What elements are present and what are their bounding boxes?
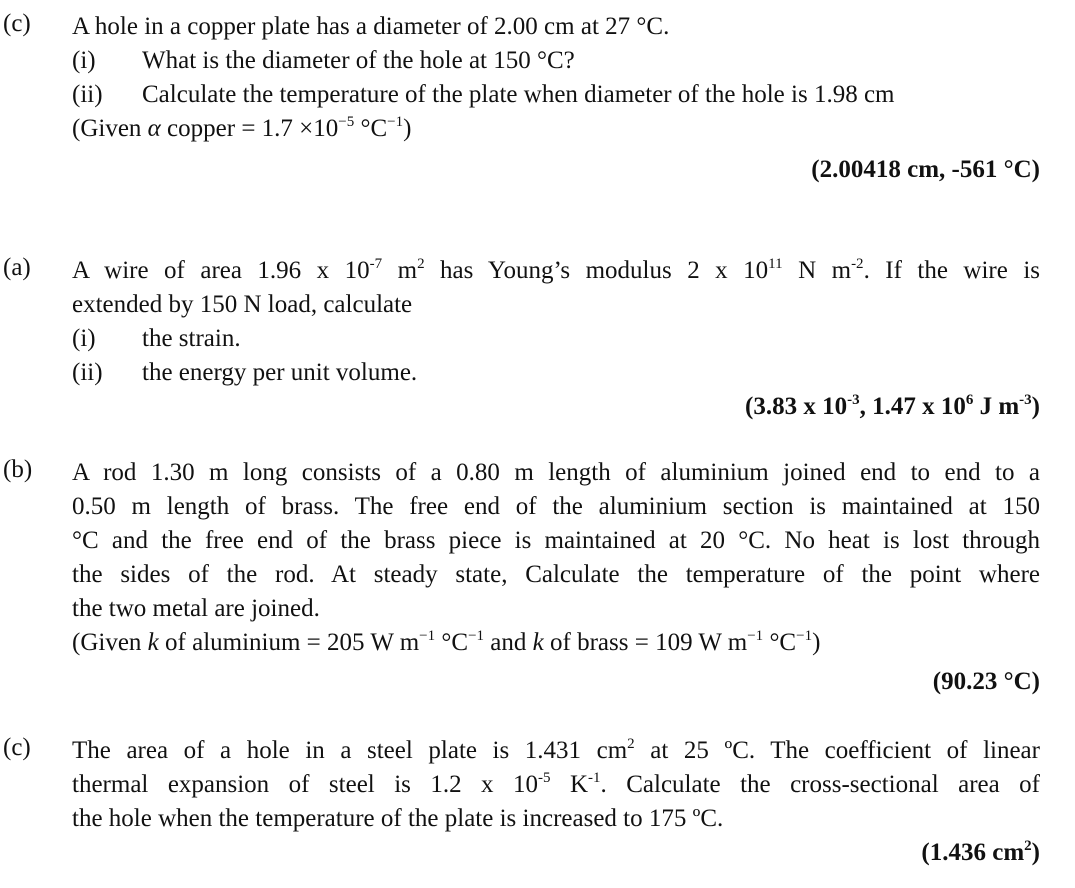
question-text-line-1: A wire of area 1.96 x $10^{-7}$ $m^2$ has Young’s modulus 2 x $10^{11}$ N $m^{-2}$. If the wire is xyxy=(72,256,1040,284)
question-label: (b) xyxy=(3,456,33,483)
subpart-ii: (ii) Calculate the temperature of the plate when diameter of the hole is 1.98 cm xyxy=(72,81,895,108)
question-body xyxy=(72,10,1040,146)
question-label: (c) xyxy=(3,734,31,761)
answer: (90.23 °C) xyxy=(932,668,1040,695)
given-values: (Given α copper = $1.7 \times 10^{-5}$ $^\circ C^{-1}$) xyxy=(72,114,412,142)
given-values: (Given k of aluminium = 205 W $m^{-1}$ $^\circ C^{-1}$ and k of brass = 109 W $m^{-1}$ $^\circ C^{-1}$) xyxy=(72,628,821,656)
question-text-line-4: the sides of the rod. At steady state, Calculate the temperature of the point where xyxy=(72,561,1040,588)
subpart-i: (i) What is the diameter of the hole at 150 °C? xyxy=(72,47,575,74)
question-text-line-1: A rod 1.30 m long consists of a 0.80 m length of aluminium joined end to end to a xyxy=(72,459,1040,486)
question-text-line-2: extended by 150 N load, calculate xyxy=(72,291,413,318)
question-text-line-2: 0.50 m length of brass. The free end of the aluminium section is maintained at 150 xyxy=(72,493,1040,520)
question-text-line-3: the hole when the temperature of the plate is increased to 175 ºC. xyxy=(72,805,724,832)
answer: (2.00418 cm, -561 °C) xyxy=(811,156,1040,183)
question-text-line-5: the two metal are joined. xyxy=(72,595,320,622)
question-body xyxy=(72,734,1040,836)
question-text: A hole in a copper plate has a diameter of 2.00 cm at 27 °C. xyxy=(72,13,670,40)
question-text-line-3: °C and the free end of the brass piece is maintained at 20 °C. No heat is lost through xyxy=(72,527,1040,554)
question-text-line-1: The area of a hole in a steel plate is 1.431 $cm^2$ at 25 ºC. The coefficient of linear xyxy=(72,736,1040,764)
question-label: (c) xyxy=(3,10,31,37)
subpart-ii: (ii) the energy per unit volume. xyxy=(72,359,418,386)
subpart-i: (i) the strain. xyxy=(72,325,241,352)
question-text-line-2: thermal expansion of steel is 1.2 x $10^{-5}$ $K^{-1}$. Calculate the cross-sectional area of xyxy=(72,770,1040,798)
question-body xyxy=(72,254,1040,390)
question-label: (a) xyxy=(3,254,31,281)
answer: (3.83 x $10^{-3}$, 1.47 x $10^6$ J $m^{-3}$) xyxy=(745,392,1040,420)
answer: (1.436 $cm^2$) xyxy=(921,838,1040,866)
question-body xyxy=(72,456,1040,660)
